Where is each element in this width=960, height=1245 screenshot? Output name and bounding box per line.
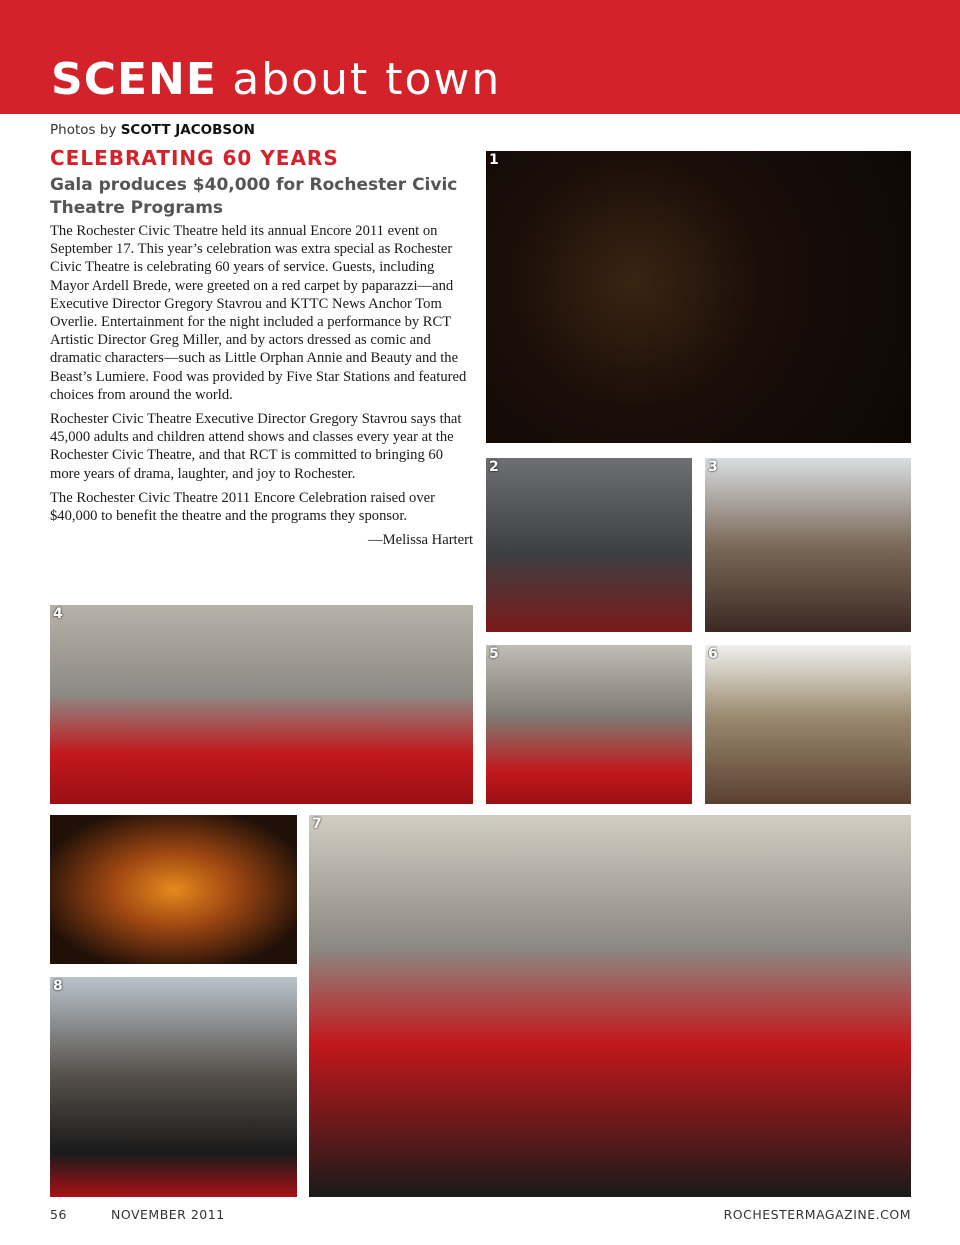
photo-credit-prefix: Photos by [50,122,117,138]
photo-number: 2 [489,459,499,475]
article-headline: CELEBRATING 60 YEARS [50,146,339,170]
photographer-name: SCOTT JACOBSON [120,122,255,138]
photo-number: 3 [708,459,718,475]
photo-5 [486,645,692,804]
photo-3 [705,458,911,632]
photo-6 [705,645,911,804]
article-byline: —Melissa Hartert [368,532,473,549]
photo-number: 6 [708,646,718,662]
issue-date: NOVEMBER 2011 [111,1207,225,1222]
photo-theatre-masks [50,815,297,964]
website-link: ROCHESTERMAGAZINE.COM [723,1207,911,1222]
section-title [51,52,501,108]
page-number: 56 [50,1207,67,1222]
section-title-light: about town [232,54,502,105]
photo-8 [50,977,297,1197]
photo-number: 4 [53,606,63,622]
photo-1 [486,151,911,443]
photo-4 [50,605,473,804]
article-paragraph: The Rochester Civic Theatre held its annual Encore 2011 event on September 17. This year’s celebration was extra special as Rochester Civic Theatre is celebrating 60 years of service. Guests, including Mayor Ardell Brede, were greeted on a red carpet by paparazzi—and Executive Director Gregory Stavrou and KTTC News Anchor Tom Overlie. Entertainment for the night included a performance by RCT Artistic Director Greg Miller, and by actors dressed as comic and dramatic characters—such as Little Orphan Annie and Beauty and the Beast’s Lumiere. Food was provided by Five Star Stations and featured choices from around the world. [50,223,467,403]
photo-7 [309,815,911,1197]
photo-number: 8 [53,978,63,994]
article-subhead: Gala produces $40,000 for Rochester Civic Theatre Programs [50,175,458,218]
photo-2 [486,458,692,632]
article-paragraph: The Rochester Civic Theatre 2011 Encore Celebration raised over $40,000 to benefit the theatre and the programs they sponsor. [50,489,435,525]
section-title-bold: SCENE [51,54,217,105]
photo-number: 1 [489,152,499,168]
article-paragraph: Rochester Civic Theatre Executive Director Gregory Stavrou says that 45,000 adults and children attend shows and classes every year at the Rochester Civic Theatre, and that RCT is committed to bringing 60 more years of drama, laughter, and joy to Rochester. [50,411,462,482]
article-body [50,222,473,555]
photo-number: 5 [489,646,499,662]
photo-number: 7 [312,816,322,832]
photo-credit [50,122,255,138]
